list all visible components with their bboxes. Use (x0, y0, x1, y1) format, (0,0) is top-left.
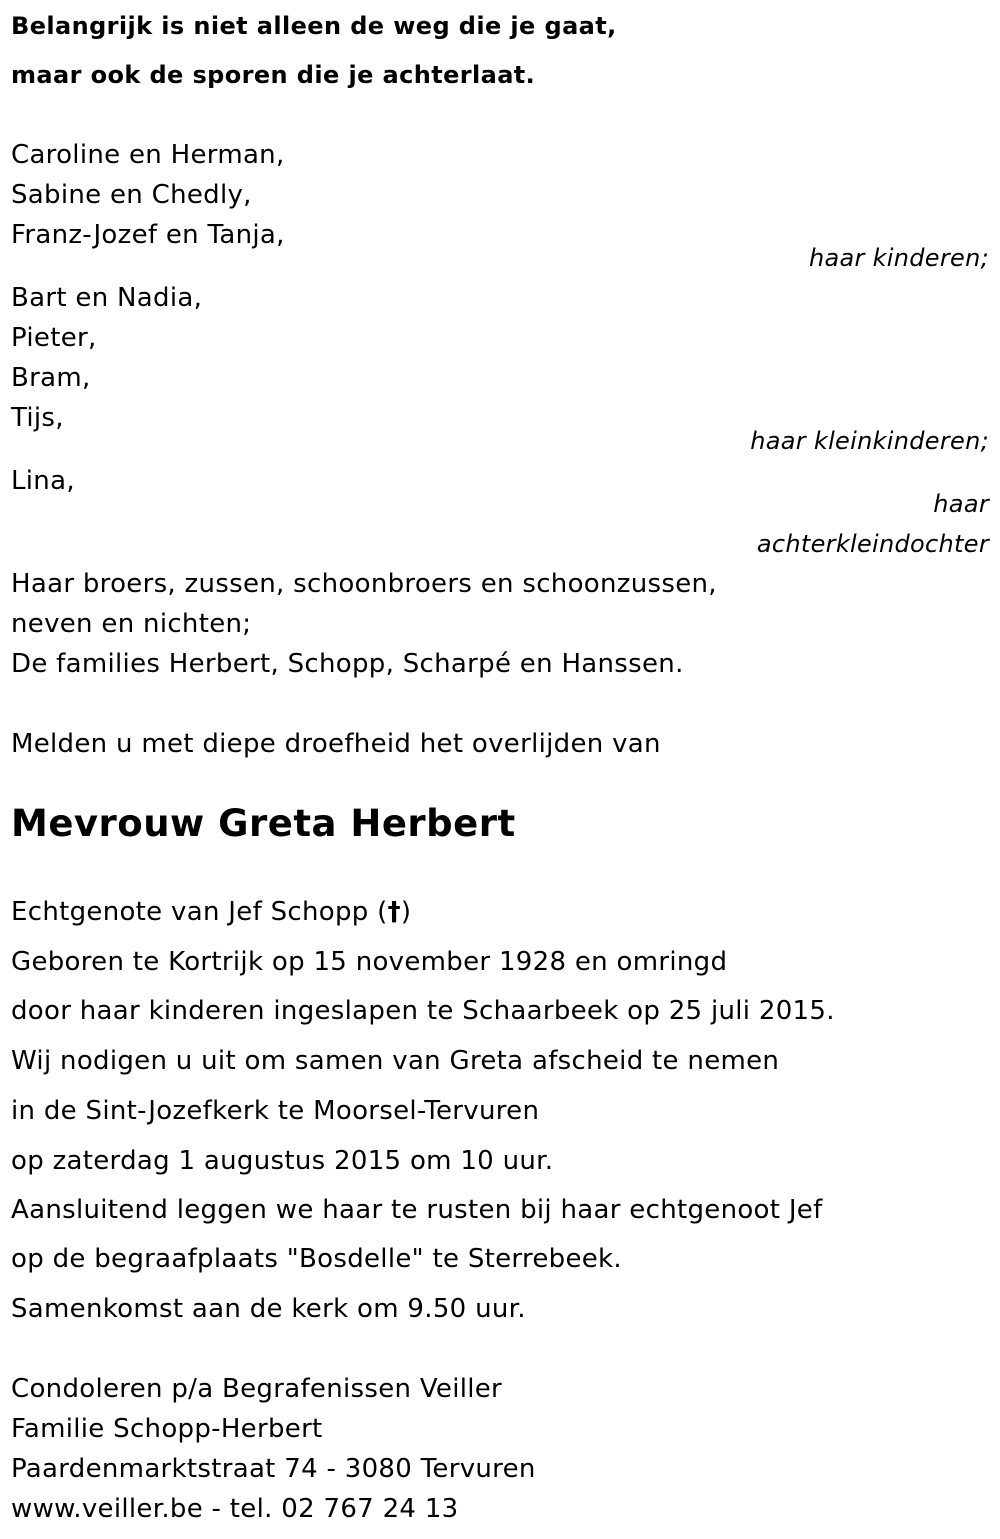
grandchild-name: Tijs, (11, 403, 64, 433)
spouse-line (11, 899, 411, 925)
family-line: De families Herbert, Schopp, Scharpé en Hanssen. (11, 649, 684, 679)
condolence-line: Familie Schopp-Herbert (11, 1414, 323, 1444)
detail-line: op zaterdag 1 augustus 2015 om 10 uur. (11, 1146, 554, 1176)
grandchildren-relation: haar kleinkinderen; (750, 427, 989, 455)
great-grandchildren-relation-line-1: haar (933, 490, 989, 518)
child-name: Sabine en Chedly, (11, 180, 252, 210)
detail-line: Samenkomst aan de kerk om 9.50 uur. (11, 1294, 526, 1324)
announcement: Melden u met diepe droefheid het overlijden van (11, 729, 661, 759)
grandchild-name: Bram, (11, 363, 91, 393)
condolence-line: Condoleren p/a Begrafenissen Veiller (11, 1374, 503, 1404)
family-line: Haar broers, zussen, schoonbroers en schoonzussen, (11, 569, 717, 599)
detail-line: in de Sint-Jozefkerk te Moorsel-Tervuren (11, 1096, 540, 1126)
deceased-name: Mevrouw Greta Herbert (11, 802, 516, 845)
grandchild-name: Pieter, (11, 323, 97, 353)
motto-line-2: maar ook de sporen die je achterlaat. (11, 61, 536, 89)
spouse-prefix: Echtgenote van Jef Schopp ( (11, 897, 388, 927)
detail-line: Aansluitend leggen we haar te rusten bij haar echtgenoot Jef (11, 1195, 823, 1225)
spouse-suffix: ) (400, 897, 412, 927)
condolence-contact: www.veiller.be - tel. 02 767 24 13 (11, 1494, 459, 1524)
great-grandchild-name: Lina, (11, 466, 75, 496)
grandchild-name: Bart en Nadia, (11, 283, 203, 313)
detail-line: door haar kinderen ingeslapen te Schaarbeek op 25 juli 2015. (11, 996, 835, 1026)
detail-line: Wij nodigen u uit om samen van Greta afscheid te nemen (11, 1046, 780, 1076)
child-name: Caroline en Herman, (11, 140, 285, 170)
detail-line: Geboren te Kortrijk op 15 november 1928 en omringd (11, 947, 728, 977)
children-relation: haar kinderen; (808, 244, 989, 272)
condolence-address: Paardenmarktstraat 74 - 3080 Tervuren (11, 1454, 536, 1484)
family-line: neven en nichten; (11, 609, 252, 639)
motto-line-1: Belangrijk is niet alleen de weg die je gaat, (11, 12, 617, 40)
detail-line: op de begraafplaats "Bosdelle" te Sterrebeek. (11, 1244, 622, 1274)
child-name: Franz-Jozef en Tanja, (11, 220, 285, 250)
cross-icon: † (387, 897, 401, 927)
great-grandchildren-relation-line-2: achterkleindochter (756, 530, 989, 558)
